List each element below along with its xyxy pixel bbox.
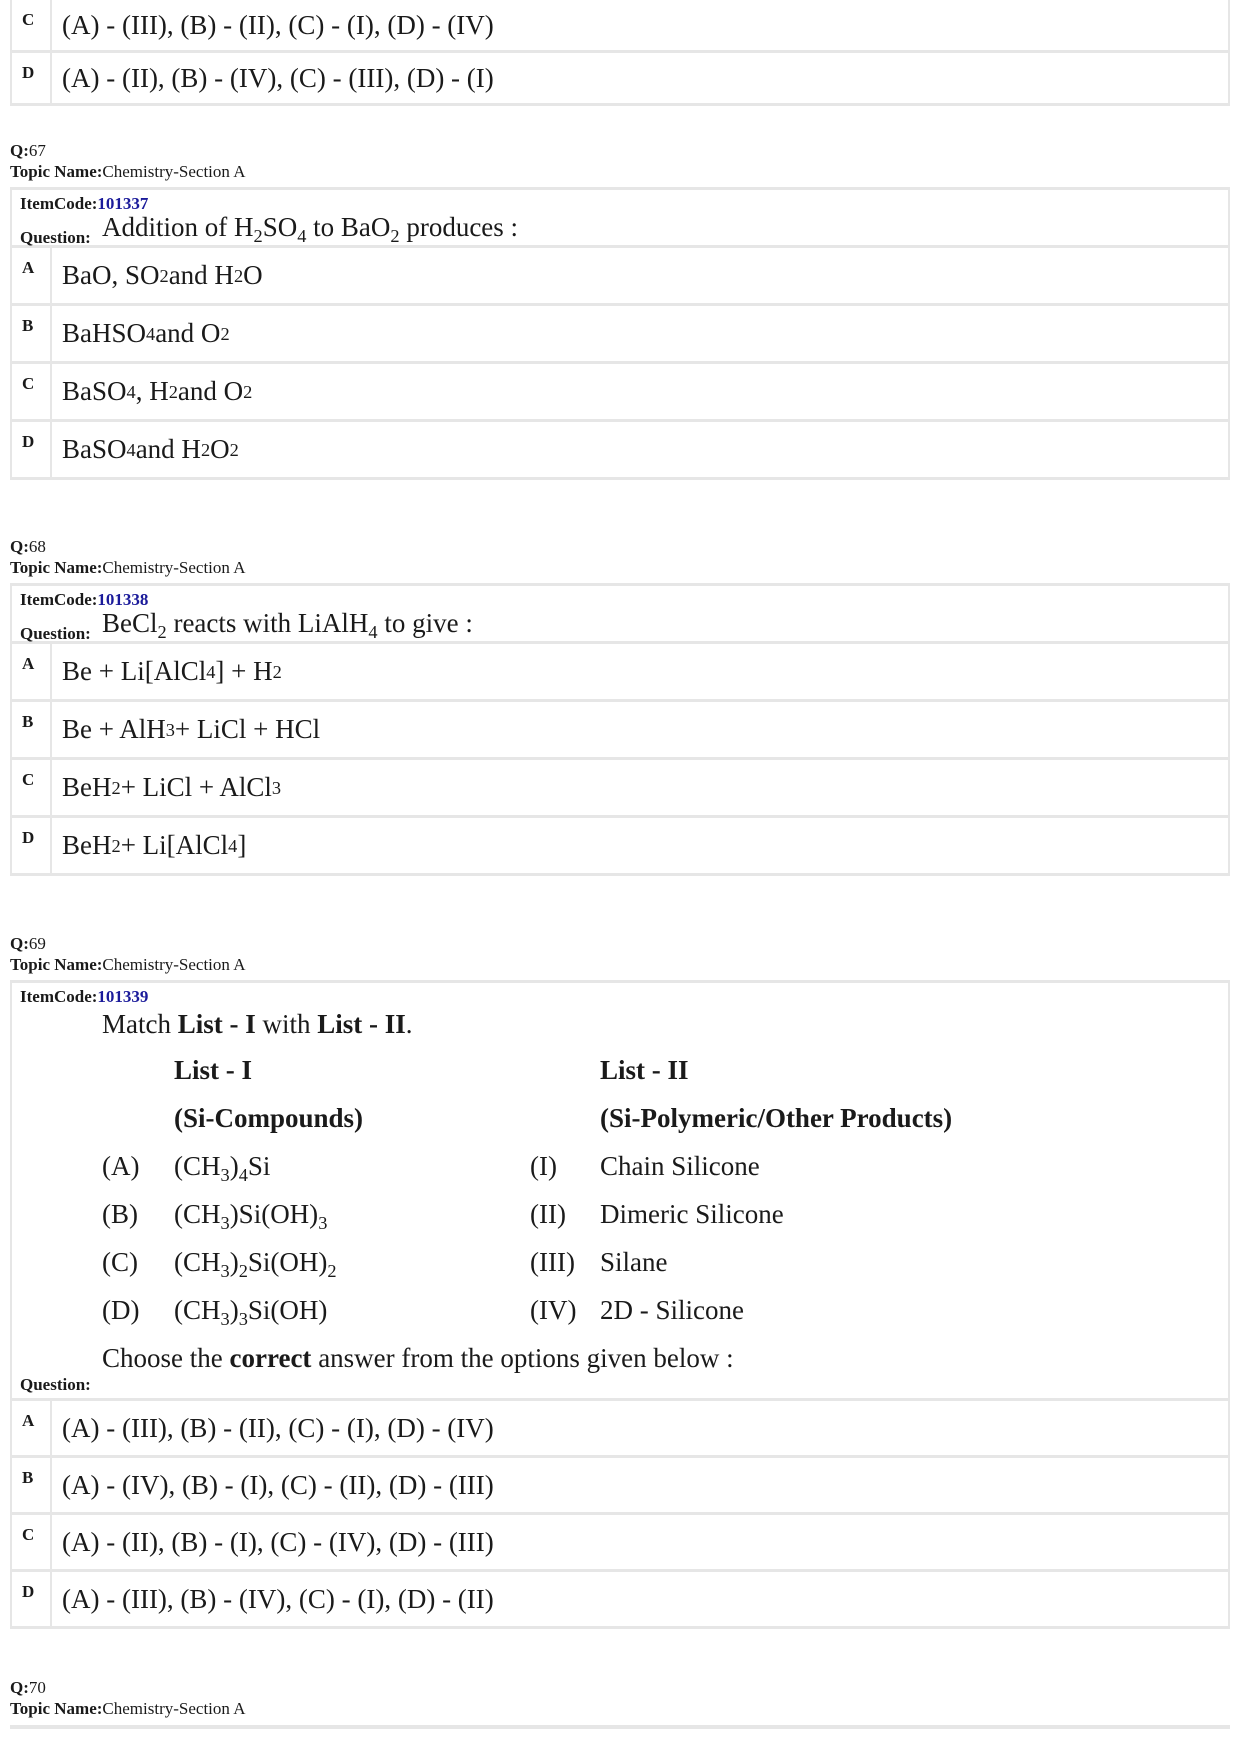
list2-value: Silane [600,1247,668,1277]
list1-heading: List - I [174,1055,253,1085]
option-row[interactable] [12,1572,1228,1626]
match-table [12,1055,1012,1345]
q69-header: Q:69 Topic Name:Chemistry-Section A [10,934,246,974]
question-number: 68 [28,537,46,556]
option-text: BaHSO 4 and O 2 [50,306,1228,361]
question-label: Question: [20,1375,91,1394]
list1-key: (A) [102,1151,140,1181]
question-text: BeCl$_2$ reacts with LiAlH$_4$ to give : [102,608,473,642]
option-row[interactable] [12,702,1228,757]
option-text: (A) - (II), (B) - (IV), (C) - (III), (D) - (I) [50,53,1228,103]
list1-value: $(CH_3)_3Si(OH)$ [174,1295,328,1329]
option-text: (A) - (III), (B) - (IV), (C) - (I), (D) - (II) [50,1572,1228,1626]
q66-options-block [10,0,1230,106]
list1-key: (B) [102,1199,138,1229]
list2-subheading: (Si-Polymeric/Other Products) [600,1103,953,1133]
list1-value: $(CH_3)Si(OH)_3$ [174,1199,328,1233]
item-code: 101337 [97,194,149,213]
list2-key: (IV) [530,1295,577,1325]
list2-value: Chain Silicone [600,1151,760,1181]
q69-block [10,980,1230,1629]
item-code: 101339 [97,987,149,1006]
list1-key: (C) [102,1247,138,1277]
list2-key: (II) [530,1199,566,1229]
option-text: BaSO 4 , H 2 and O 2 [50,364,1228,419]
option-row[interactable] [12,1458,1228,1512]
option-row[interactable] [12,422,1228,477]
option-letter: A [22,258,35,277]
list2-key: (I) [530,1151,557,1181]
option-letter: B [22,1468,34,1487]
q70-block-edge [10,1725,1230,1729]
option-letter: A [22,654,35,673]
topic-name: Chemistry-Section A [102,558,246,577]
option-letter: C [22,770,35,789]
option-row[interactable] [12,760,1228,815]
topic-name: Chemistry-Section A [102,162,246,181]
option-letter: C [22,1525,35,1544]
list1-value: $(CH_3)_2Si(OH)_2$ [174,1247,337,1281]
option-letter: B [22,316,34,335]
match-intro: Match List - I with List - II. [102,1009,413,1039]
option-text: Be + AlH 3 + LiCl + HCl [50,702,1228,757]
question-label: Question: [20,228,91,247]
topic-name: Chemistry-Section A [102,1699,246,1718]
q68-header: Q:68 Topic Name:Chemistry-Section A [10,537,246,577]
option-text: BaSO 4 and H 2 O 2 [50,422,1228,477]
option-letter: D [22,432,35,451]
list2-heading: List - II [600,1055,689,1085]
option-text: (A) - (IV), (B) - (I), (C) - (II), (D) - (III) [50,1458,1228,1512]
option-text: (A) - (II), (B) - (I), (C) - (IV), (D) - (III) [50,1515,1228,1569]
list2-key: (III) [530,1247,575,1277]
option-row[interactable] [12,364,1228,419]
question-row: ItemCode:101338 BeCl$_2$ reacts with LiAlH$_4$ to give : Question: [12,586,1228,641]
option-row[interactable] [12,306,1228,361]
option-text: Be + Li[AlCl 4 ] + H 2 [50,644,1228,699]
option-row[interactable] [12,248,1228,303]
q68-block [10,583,1230,876]
option-row[interactable] [12,818,1228,873]
option-letter: D [22,1582,35,1601]
option-letter: A [22,1411,35,1430]
list1-subheading: (Si-Compounds) [174,1103,364,1133]
option-letter: B [22,712,34,731]
topic-name: Chemistry-Section A [102,955,246,974]
question-number: 67 [28,141,46,160]
option-row[interactable] [12,1515,1228,1569]
list1-key: (D) [102,1295,140,1325]
question-number: 69 [28,934,46,953]
option-text: (A) - (III), (B) - (II), (C) - (I), (D) - (IV) [50,1401,1228,1455]
question-label: Question: [20,624,91,643]
list2-value: Dimeric Silicone [600,1199,784,1229]
option-letter: C [22,10,35,29]
list1-value: $(CH_3)_4Si$ [174,1151,271,1185]
option-row[interactable] [12,1401,1228,1455]
option-text: BeH 2 + Li[AlCl 4 ] [50,818,1228,873]
question-text: Addition of $H_2SO_4$ to BaO$_2$ produces : [102,212,519,246]
option-letter: D [22,828,35,847]
q70-header: Q:70 Topic Name:Chemistry-Section A [10,1678,246,1718]
option-letter: D [22,63,35,82]
option-row[interactable] [12,0,1228,50]
question-row: ItemCode:101339 Match List - I with List - II. List - I List - II (Si-Compounds) (Si-Polymeric/Other Products) (A) $(CH_3)_4Si$ (I) Chain Silicone (B) $(CH_3)Si(OH)_3$ (II) Dimeric Silicone (C) $(CH_3)_2Si(OH)_2$ (III) Silane (D) $(CH_3)_3Si(OH)$ (IV) 2D - Silicone Choose the correct answer from the options given below : Question: [12,983,1228,1398]
question-row: ItemCode:101337 Addition of $H_2SO_4$ to BaO$_2$ produces : Question: [12,190,1228,245]
q67-block [10,187,1230,480]
option-text: (A) - (III), (B) - (II), (C) - (I), (D) - (IV) [50,0,1228,50]
option-row[interactable] [12,53,1228,103]
option-text: BeH 2 + LiCl + AlCl 3 [50,760,1228,815]
option-text: BaO, SO 2 and H 2 O [50,248,1228,303]
option-row[interactable] [12,644,1228,699]
list2-value: 2D - Silicone [600,1295,744,1325]
q67-header: Q:67 Topic Name:Chemistry-Section A [10,141,246,181]
question-text: Choose the correct answer from the options given below : [102,1343,734,1373]
item-code: 101338 [97,590,149,609]
question-number: 70 [28,1678,46,1697]
option-letter: C [22,374,35,393]
